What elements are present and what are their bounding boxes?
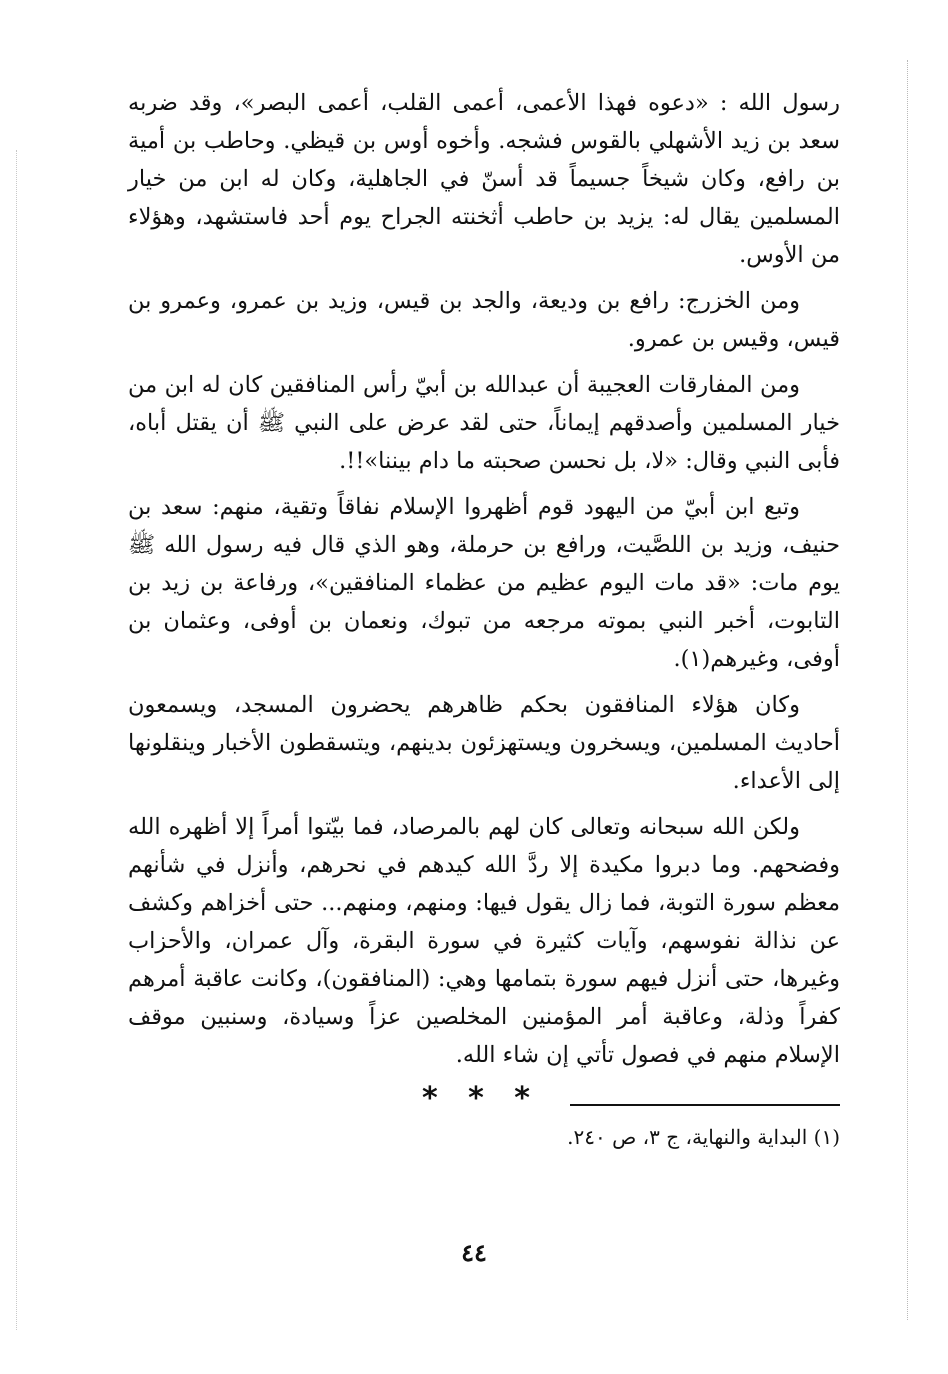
paragraph-3: ومن المفارقات العجيبة أن عبدالله بن أبيّ رأس المنافقين كان له ابن من خيار المسلمين وأصدقهم إيماناً، حتى لقد عرض على النبي ﷺ أن يقتل أباه، فأبى النبي وقال: «لا، بل نحسن صحبته ما دام بيننا»!!.	[128, 372, 840, 474]
page-edge-dots-left	[16, 150, 17, 1330]
section-separator-stars: * * *	[422, 1081, 540, 1116]
footnote: (١) البداية والنهاية، ج ٣، ص ٢٤٠.	[567, 1125, 840, 1149]
paragraph-4: وتبع ابن أبيّ من اليهود قوم أظهروا الإسلام نفاقاً وتقية، منهم: سعد بن حنيف، وزيد بن اللصَّيت، ورافع بن حرملة، وهو الذي قال فيه رسول الله ﷺ يوم مات: «قد مات اليوم عظيم من عظماء المنافقين»، ورفاعة بن زيد بن التابوت، أخبر النبي بموته مرجعه من تبوك، ونعمان بن أوفى، وعثمان بن أوفى، وغيرهم(١).	[128, 494, 840, 672]
paragraph-2: ومن الخزرج: رافع بن وديعة، والجد بن قيس، وزيد بن عمرو، وعمرو بن قيس، وقيس بن عمرو.	[128, 288, 840, 352]
footnote-rule	[570, 1104, 840, 1106]
page-number: ٤٤	[461, 1238, 487, 1267]
paragraph-6: ولكن الله سبحانه وتعالى كان لهم بالمرصاد، فما بيّتوا أمراً إلا أظهره الله وفضحهم. وما دبروا مكيدة إلا ردَّ الله كيدهم في نحرهم، وأنزل في شأنهم معظم سورة التوبة، فما زال يقول فيها: ومنهم، ومنهم... حتى أخزاهم وكشف عن نذالة نفوسهم، وآيات كثيرة في سورة البقرة، وآل عمران، والأحزاب وغيرها، حتى أنزل فيهم سورة بتمامها وهي: (المنافقون)، وكانت عاقبة أمرهم كفراً وذلة، وعاقبة أمر المؤمنين المخلصين عزاً وسيادة، وسنبين موقف الإسلام منهم في فصول تأتي إن شاء الله.	[128, 814, 840, 1068]
paragraph-5: وكان هؤلاء المنافقون بحكم ظاهرهم يحضرون المسجد، ويسمعون أحاديث المسلمين، ويسخرون ويستهزئون بدينهم، ويتسقطون الأخبار وينقلونها إلى الأعداء.	[128, 692, 840, 794]
separator-row	[128, 1082, 840, 1118]
page-body	[128, 84, 840, 1152]
page-edge-dots-right	[907, 60, 908, 1320]
paragraph-1: رسول الله : «دعوه فهذا الأعمى، أعمى القلب، أعمى البصر»، وقد ضربه سعد بن زيد الأشهلي بالقوس فشجه. وأخوه أوس بن قيظي. وحاطب بن أمية بن رافع، وكان شيخاً جسيماً قد أسنّ في الجاهلية، وكان له ابن من خيار المسلمين يقال له: يزيد بن حاطب أثخنته الجراح يوم أحد فاستشهد، وهؤلاء من الأوس.	[128, 90, 840, 268]
